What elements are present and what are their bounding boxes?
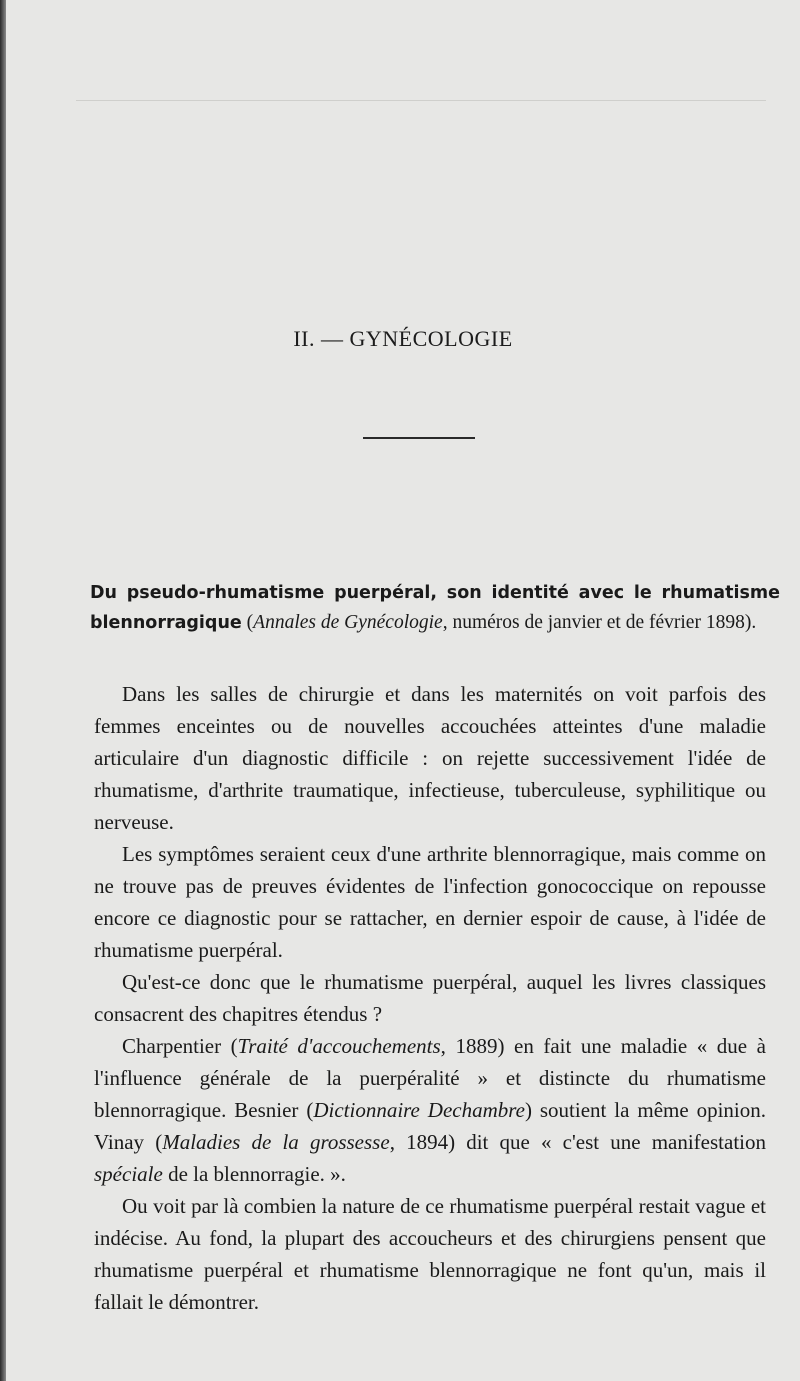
p4-text-d: , 1894) dit que « c'est une manifestation: [389, 1130, 766, 1154]
p4-citation-1: Traité d'accouchements: [237, 1034, 441, 1058]
section-title: II. — GYNÉCOLOGIE: [293, 326, 513, 351]
book-page: [6, 0, 800, 1381]
journal-open: (: [241, 612, 254, 633]
paragraph-2: Les symptômes seraient ceux d'une arthrite blennorragique, mais comme on ne trouve pas de preuves évidentes de l'infection gonococcique on repousse encore ce diagnostic pour se rattacher, en dernier espoir de cause, à l'idée de rhumatisme puerpéral.: [94, 842, 766, 962]
journal-name: Annales de Gynécologie: [253, 612, 443, 633]
paragraph-4: [94, 1030, 766, 1190]
paragraph-5: Ou voit par là combien la nature de ce rhumatisme puerpéral restait vague et indécise. Au fond, la plupart des accoucheurs et des chirurgiens pensent que rhumatisme puerpéral et rhumatisme blennorragique ne font qu'un, mais il fallait le démontrer.: [94, 1194, 766, 1314]
journal-issue: , numéros de janvier et de février 1898).: [442, 612, 757, 633]
article-heading: [90, 578, 780, 638]
article-body: [94, 678, 766, 1318]
p4-text-a: Charpentier (: [122, 1034, 238, 1058]
p4-text-b: , 1889) en fait une maladie « due à l'influence générale de la puerpéralité » et distincte du rhumatisme blennorragique. Besnier (: [94, 1034, 766, 1122]
section-divider: [363, 437, 475, 439]
paragraph-1: Dans les salles de chirurgie et dans les maternités on voit parfois des femmes enceintes ou de nouvelles accouchées atteintes d'une maladie articulaire d'un diagnostic difficile : on rejette successivement l'idée de rhumatisme, d'arthrite traumatique, infectieuse, tuberculeuse, syphilitique ou nerveuse.: [94, 682, 766, 834]
bleed-through-header-rule: [76, 100, 766, 102]
article-title: Du pseudo-rhumatisme puerpéral, son identité avec le rhumatisme blennorragique: [90, 583, 780, 633]
p4-citation-3: Maladies de la grossesse: [162, 1130, 390, 1154]
p4-emphasis: spéciale: [94, 1162, 163, 1186]
p4-text-c: ) soutient la même opinion. Vinay (: [94, 1098, 767, 1154]
paragraph-3: Qu'est-ce donc que le rhumatisme puerpéral, auquel les livres classiques consacrent des chapitres étendus ?: [94, 970, 766, 1026]
p4-text-e: de la blennorragie. ».: [162, 1162, 346, 1186]
p4-citation-2: Dictionnaire Dechambre: [313, 1098, 525, 1122]
